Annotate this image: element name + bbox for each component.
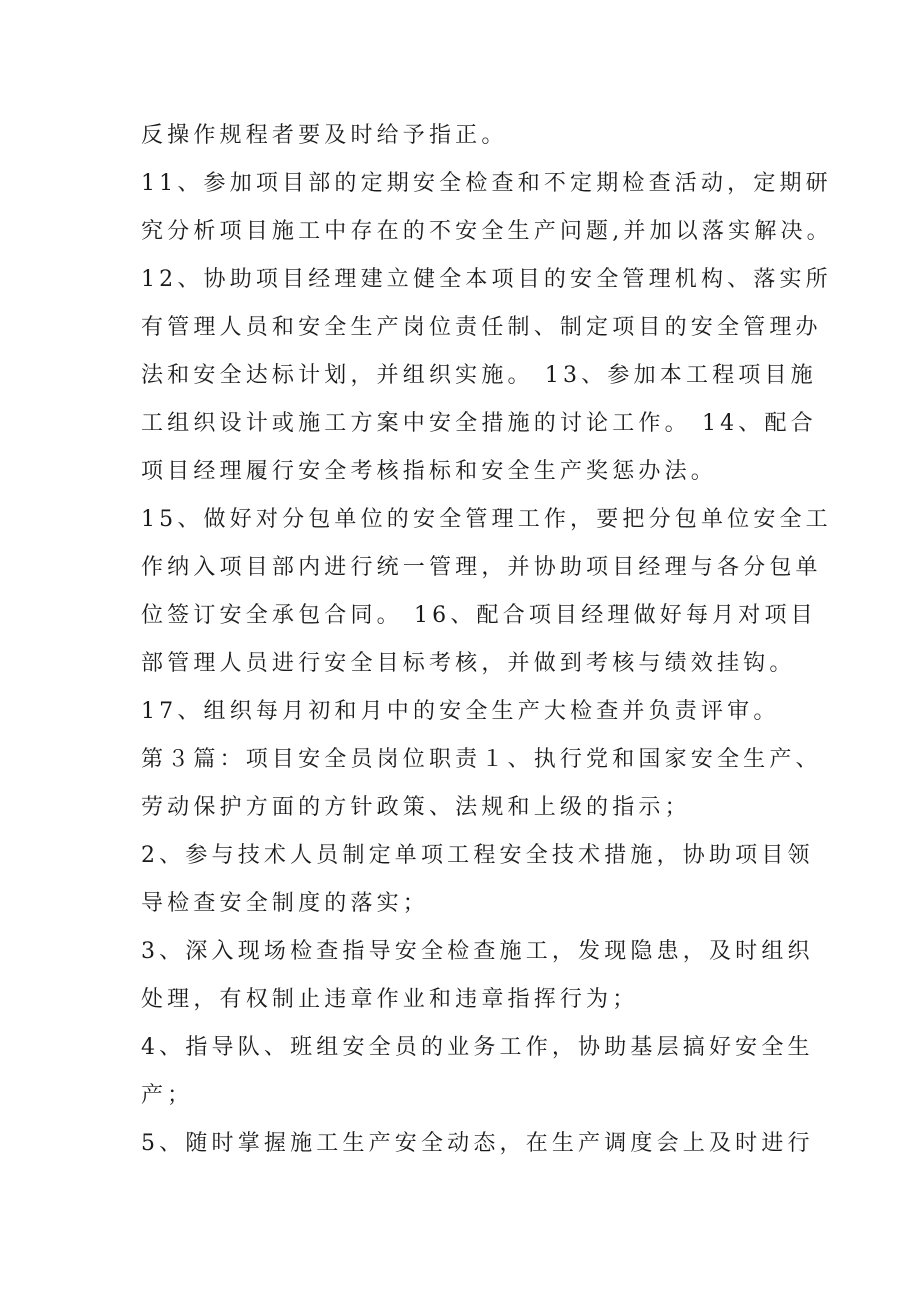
text-line: 有管理人员和安全生产岗位责任制、制定项目的安全管理办	[141, 315, 822, 340]
text-line: 工组织设计或施工方案中安全措施的讨论工作。 14、配合	[141, 411, 817, 436]
text-line: 作纳入项目部内进行统一管理，并协助项目经理与各分包单	[141, 555, 822, 580]
text-line: 反操作规程者要及时给予指正。	[141, 123, 508, 148]
text-line: 第３篇：项目安全员岗位职责１、执行党和国家安全生产、	[141, 747, 822, 772]
text-line: 劳动保护方面的方针政策、法规和上级的指示；	[141, 795, 691, 820]
text-line: 项目经理履行安全考核指标和安全生产奖惩办法。	[141, 459, 717, 484]
text-line: 3、深入现场检查指导安全检查施工，发现隐患，及时组织	[141, 939, 814, 964]
document-body	[141, 112, 841, 1168]
text-line: 2、参与技术人员制定单项工程安全技术措施，协助项目领	[141, 843, 814, 868]
text-line: 处理，有权制止违章作业和违章指挥行为；	[141, 987, 639, 1012]
text-line: 究分析项目施工中存在的不安全生产问题,并加以落实解决。	[141, 219, 833, 244]
text-line: 5、随时掌握施工生产安全动态，在生产调度会上及时进行	[141, 1131, 814, 1156]
text-line: 产；	[141, 1083, 194, 1108]
text-line: 4、指导队、班组安全员的业务工作，协助基层搞好安全生	[141, 1035, 814, 1060]
text-line: 15、做好对分包单位的安全管理工作，要把分包单位安全工	[141, 507, 832, 532]
text-line: 12、协助项目经理建立健全本项目的安全管理机构、落实所	[141, 267, 832, 292]
text-line: 部管理人员进行安全目标考核，并做到考核与绩效挂钩。	[141, 651, 796, 676]
text-line: 11、参加项目部的定期安全检查和不定期检查活动，定期研	[141, 171, 832, 196]
text-line: 位签订安全承包合同。 16、配合项目经理做好每月对项目	[141, 603, 817, 628]
text-line: 17、组织每月初和月中的安全生产大检查并负责评审。	[141, 699, 780, 724]
text-line: 导检查安全制度的落实；	[141, 891, 429, 916]
text-line: 法和安全达标计划，并组织实施。 13、参加本工程项目施	[141, 363, 817, 388]
